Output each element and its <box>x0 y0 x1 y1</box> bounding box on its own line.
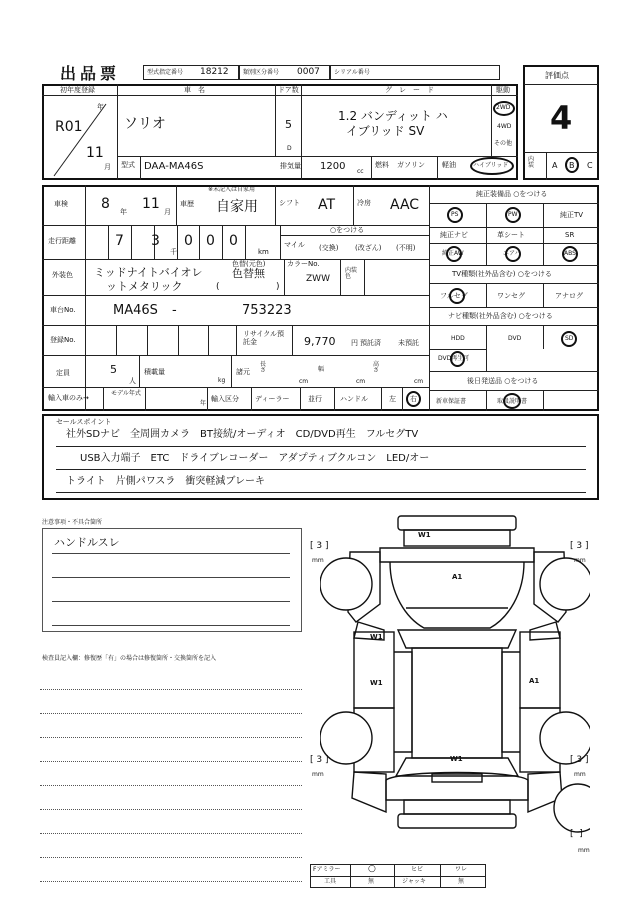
dims-label: 諸元 <box>236 368 250 376</box>
mileage-mile: マイル <box>284 241 305 249</box>
notes-label: 注意事項・不具合箇所 <box>42 519 103 526</box>
tire-spare-unit: mm <box>578 847 590 854</box>
drive-label: 駆動 <box>496 86 510 94</box>
length-cm: cm <box>299 378 309 385</box>
color-line2: ットメタリック <box>106 280 183 293</box>
tools-label: 工具 <box>324 878 337 885</box>
equip-new-warranty: 新車保証書 <box>436 398 467 405</box>
inspection-month: 11 <box>142 196 160 212</box>
equip-sr: SR <box>565 231 575 239</box>
equip-sd: SD <box>565 335 574 342</box>
displacement-value: 1200 <box>320 161 346 172</box>
tire-spare: [ ] <box>570 829 583 839</box>
fuel-gasoline: ガソリン <box>397 161 425 169</box>
mileage-digit-4: 0 <box>206 233 215 249</box>
chassis-number: 753223 <box>242 303 292 318</box>
model-year-unit: 年 <box>200 400 207 407</box>
displacement-unit: cc <box>357 168 364 175</box>
equip-abs: ABS <box>564 250 576 257</box>
equip-dvd: DVD <box>508 335 522 342</box>
inspector-label: 検査員記入欄：修復歴「有」の場合は修復箇所・交換箇所を記入 <box>42 655 217 662</box>
first-reg-era: R01 <box>55 119 83 135</box>
chassis-model: MA46S <box>113 303 158 318</box>
tools-value: 無 <box>368 878 375 885</box>
jack-value: 無 <box>458 878 465 885</box>
grade-label: グ レ ー ド <box>385 86 434 94</box>
interior-color-label: 内装色 <box>345 267 358 280</box>
tire-rl: [ 3 ] <box>310 755 329 765</box>
tire-fr-unit: mm <box>574 557 586 564</box>
mileage-replaced: (交換) <box>319 244 339 252</box>
model-year-label: モデル年式 <box>111 390 141 397</box>
score-label: 評価点 <box>545 71 569 80</box>
equip-pw: PW <box>508 211 518 218</box>
reg-label: 登録No. <box>50 336 76 344</box>
import-class-label: 輸入区分 <box>211 395 239 403</box>
height-label: 高さ <box>373 361 380 374</box>
tire-fr: [ 3 ] <box>570 541 589 551</box>
tire-fl-unit: mm <box>312 557 324 564</box>
inspection-year-unit: 年 <box>120 208 127 216</box>
mirror-label: Fアミラー <box>313 866 341 873</box>
capacity-unit: 人 <box>129 377 136 385</box>
recycle-unpaid: 未預託 <box>398 339 419 347</box>
usage-value: 自家用 <box>216 199 258 215</box>
year-suffix: 年 <box>97 103 104 111</box>
color-change-close: ) <box>276 282 280 292</box>
drive-other: その他 <box>494 140 513 147</box>
drive-2wd: 2WD <box>496 104 511 111</box>
equip-leather: 革シート <box>497 231 525 239</box>
inspection-label: 車検 <box>54 200 68 208</box>
mileage-unknown: (不明) <box>396 244 416 252</box>
doors-value: 5 <box>285 118 292 131</box>
import-label: 輸入車のみ→ <box>48 394 89 402</box>
tire-rl-unit: mm <box>312 771 324 778</box>
handle-label: ハンドル <box>340 395 368 403</box>
jack-label: ジャッキ <box>402 878 426 885</box>
interior-label: 内装 <box>528 156 535 169</box>
equip-oem-navi: 純正ナビ <box>440 231 468 239</box>
equip-analog: アナログ <box>555 292 583 300</box>
mileage-unit: km <box>258 248 269 256</box>
fuel-hybrid: ハイブリッド <box>473 162 509 169</box>
load-unit: kg <box>218 377 226 384</box>
form-title: 出品票 <box>60 64 121 83</box>
tire-rr: [ 3 ] <box>570 755 589 765</box>
equip-dvd-play: DVD再生可 <box>438 355 470 362</box>
chassis-dash: - <box>172 303 177 318</box>
load-label: 積載量 <box>144 368 165 376</box>
usage-label: 車歴 <box>180 200 194 208</box>
mileage-thousand: 千 <box>170 248 177 256</box>
mark-w1-left-front: W1 <box>370 633 383 641</box>
tire-fl: [ 3 ] <box>310 541 329 551</box>
color-no-label: カラーNo. <box>287 260 320 268</box>
interior-b: B <box>569 161 575 170</box>
chassis-label: 車台No. <box>50 306 76 314</box>
color-line1: ミッドナイトバイオレ <box>94 266 203 279</box>
equip-hdd: HDD <box>451 335 465 342</box>
model-value: DAA-MA46S <box>144 161 204 172</box>
height-cm: cm <box>414 378 424 385</box>
mileage-mark-note: ○をつける <box>330 226 365 234</box>
handle-left: 左 <box>389 395 396 403</box>
equip-aw: 純正AW <box>442 250 464 257</box>
displacement-label: 排気量 <box>280 162 301 170</box>
interior-c: C <box>587 161 593 170</box>
tire-rr-unit: mm <box>574 771 586 778</box>
mileage-altered: (改ざん) <box>355 244 382 252</box>
recycle-paid: 預託済 <box>360 339 381 347</box>
serial-label: シリアル番号 <box>334 69 370 76</box>
shift-label: シフト <box>279 199 300 207</box>
oem-title: 純正装備品 ○をつける <box>476 190 548 198</box>
handle-right: 右 <box>410 395 417 403</box>
mark-a1-hood: A1 <box>452 573 463 581</box>
form-no-label: 型式指定番号 <box>147 69 184 76</box>
first-reg-month: 11 <box>86 145 104 161</box>
equip-airbag: エアバ <box>503 250 521 257</box>
mileage-digit-2: 3 <box>151 233 160 249</box>
color-change-open: ( <box>216 282 220 292</box>
mileage-label: 走行距離 <box>48 237 76 245</box>
width-cm: cm <box>356 378 366 385</box>
category-no: 0007 <box>297 67 320 77</box>
crack-label: ワレ <box>455 866 468 873</box>
aftermarket-title: 後日発送品 ○をつける <box>467 377 539 385</box>
mark-w1-rear: W1 <box>450 755 463 763</box>
color-label: 外装色 <box>52 271 73 279</box>
mark-w1-front: W1 <box>418 531 431 539</box>
mileage-digit-1: 7 <box>115 233 124 249</box>
equip-ps: PS <box>451 211 459 218</box>
inspection-month-unit: 月 <box>164 208 171 216</box>
car-name-label: 車 名 <box>184 86 205 94</box>
mirror-value: ○ <box>368 864 376 874</box>
interior-a: A <box>552 161 558 170</box>
selling-points-line3: トライト 片側パワスラ 衝突軽減ブレーキ <box>66 476 265 487</box>
fuel-diesel: 軽油 <box>442 161 456 169</box>
color-no-value: ZWW <box>306 274 330 284</box>
width-label: 幅 <box>318 366 325 373</box>
capacity-value: 5 <box>110 363 117 376</box>
ac-value: AAC <box>390 197 420 213</box>
category-label: 類別区分番号 <box>243 69 280 76</box>
selling-points-line2: USB入力端子 ETC ドライブレコーダー アダプティブクルコン LED/オー <box>80 453 430 464</box>
selling-points-label: セールスポイント <box>56 418 112 426</box>
recycle-unit: 円 <box>351 339 358 347</box>
recycle-label: リサイクル預託金 <box>243 330 285 346</box>
import-parallel: 並行 <box>308 395 322 403</box>
car-diagram <box>320 512 590 852</box>
note-1: ハンドルスレ <box>54 536 120 549</box>
score-value: 4 <box>550 99 573 137</box>
color-change-value: 色替無 <box>232 267 265 280</box>
mark-a1-right: A1 <box>529 677 540 685</box>
inspection-year: 8 <box>101 196 110 212</box>
selling-points-line1: 社外SDナビ 全周囲カメラ BT接続/オーディオ CD/DVD再生 フルセグTV <box>66 429 419 440</box>
tv-title: TV種類(社外品含む) ○をつける <box>452 270 552 278</box>
first-reg-label: 初年度登録 <box>60 86 95 94</box>
equip-manual: 取扱説明書 <box>497 398 528 405</box>
mileage-digit-5: 0 <box>229 233 238 249</box>
mark-w1-left-rear: W1 <box>370 679 383 687</box>
form-no: 18212 <box>200 67 229 77</box>
equip-fullseg: フルセグ <box>440 292 468 300</box>
length-label: 長さ <box>260 361 267 374</box>
chip-label: ヒビ <box>411 866 424 873</box>
shift-value: AT <box>318 197 336 213</box>
capacity-label: 定員 <box>56 369 70 377</box>
grade-line1: 1.2 バンディット ハ <box>338 109 448 123</box>
color-change-label: 色替(元色) <box>232 260 266 268</box>
month-suffix: 月 <box>104 163 111 171</box>
navi-title: ナビ種類(社外品含む) ○をつける <box>448 312 553 320</box>
usage-note: ※未記入は自家用 <box>208 186 256 193</box>
import-dealer: ディーラー <box>255 395 290 403</box>
model-label: 型式 <box>121 161 135 169</box>
car-name: ソリオ <box>124 116 166 132</box>
equip-oem-tv: 純正TV <box>560 211 584 219</box>
equip-oneseg: ワンセグ <box>497 292 525 300</box>
fuel-label: 燃料 <box>375 161 389 169</box>
recycle-amount: 9,770 <box>304 335 336 348</box>
grade-line2: イブリッド SV <box>346 124 425 138</box>
drive-4wd: 4WD <box>497 123 512 130</box>
ac-label: 冷房 <box>357 199 371 207</box>
doors-label: ドア数 <box>278 86 299 94</box>
doors-unit: D <box>287 145 292 152</box>
mileage-digit-3: 0 <box>184 233 193 249</box>
